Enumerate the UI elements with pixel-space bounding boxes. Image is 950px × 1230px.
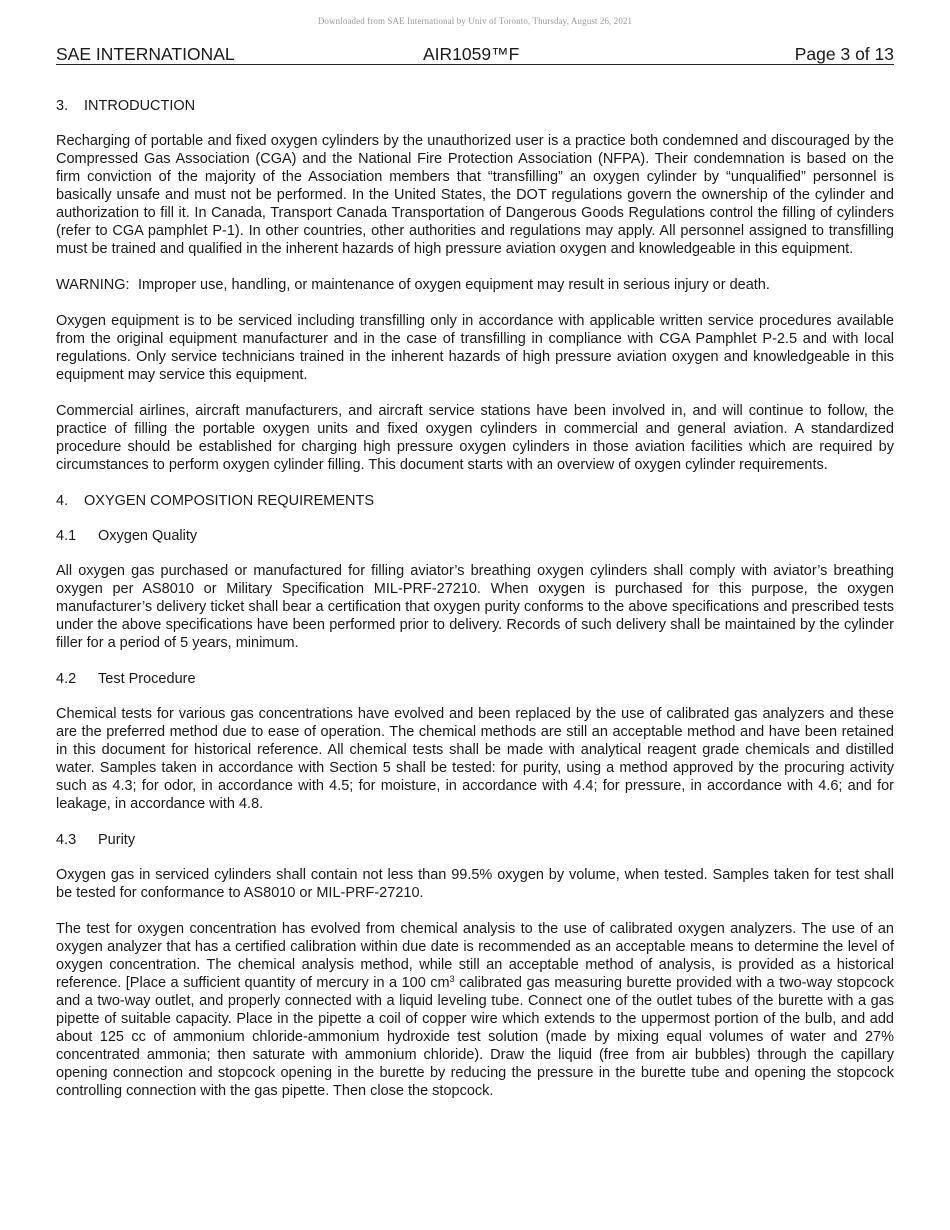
intro-paragraph-3: Commercial airlines, aircraft manufacturers, and aircraft service stations have been involved in, and will continue to follow, the practice of filling the portable oxygen units and fixed oxygen cylinders in commercial and general aviation. A standardized procedure should be established for charging high pressure oxygen cylinders in those aviation facilities which are required by circumstances to perform oxygen cylinder filling. This document starts with an overview of oxygen cylinder requirements. — [56, 403, 894, 473]
section-number: 3. — [56, 98, 69, 114]
section-4-heading — [56, 492, 894, 510]
page-header — [56, 44, 894, 65]
intro-paragraph-1: Recharging of portable and fixed oxygen cylinders by the unauthorized user is a practice both condemned and discouraged by the Compressed Gas Association (CGA) and the National Fire Protection Association (NFPA). Their condemnation is based on the firm conviction of the majority of the Association members that “transfilling” an oxygen cylinder by “unqualified” personnel is basically unsafe and must not be performed. In the United States, the DOT regulations govern the ownership of the cylinder and authorization to fill it. In Canada, Transport Canada Transportation of Dangerous Goods Regulations control the filling of cylinders (refer to CGA pamphlet P-1). In other countries, other authorities and regulations may apply. All personnel assigned to transfilling must be trained and qualified in the inherent hazards of high pressure aviation oxygen and knowledgeable in this equipment. — [56, 133, 894, 257]
section-title: INTRODUCTION — [84, 98, 196, 114]
header-page-number: Page 3 of 13 — [794, 44, 894, 64]
oxygen-quality-paragraph: All oxygen gas purchased or manufactured for filling aviator’s breathing oxygen cylinders shall comply with aviator’s breathing oxygen per AS8010 or Military Specification MIL-PRF-27210. When oxygen is purchased for this purpose, the oxygen manufacturer’s delivery ticket shall bear a certification that oxygen purity conforms to the above specifications and prescribed tests under the above specifications have been performed prior to delivery. Records of such delivery shall be maintained by the cylinder filler for a period of 5 years, minimum. — [56, 563, 894, 651]
section-3-heading — [56, 97, 894, 115]
document-body — [56, 97, 894, 1118]
section-4-2-heading — [56, 670, 894, 688]
purity-text-part-1: The test for oxygen concentration has evolved from chemical analysis to the use of calibrated oxygen analyzers. The use of an oxygen analyzer that has a certified calibration within due date is recommended as an acceptable means to determine the level of oxygen concentration. The chemical analysis method, while still an acceptable method of analysis, is provided as a historical reference. [Place a sufficient quantity of mercury in a 100 cm — [56, 921, 894, 991]
cubic-superscript: 3 — [449, 974, 455, 984]
section-title: Purity — [98, 832, 136, 848]
download-notice: Downloaded from SAE International by Univ of Toronto, Thursday, August 26, 2021 — [317, 16, 633, 26]
warning-text: Improper use, handling, or maintenance of oxygen equipment may result in serious injury or death. — [138, 277, 770, 293]
section-number: 4. — [56, 493, 69, 509]
section-number: 4.1 — [56, 528, 77, 544]
warning-label: WARNING: — [56, 277, 130, 293]
warning-paragraph — [56, 276, 894, 294]
intro-paragraph-2: Oxygen equipment is to be serviced including transfilling only in accordance with applicable written service procedures available from the original equipment manufacturer and in the case of transfilling in compliance with CGA Pamphlet P-2.5 and with local regulations. Only service technicians trained in the inherent hazards of high pressure aviation oxygen and knowledgeable in this equipment may service this equipment. — [56, 313, 894, 383]
purity-paragraph-2 — [56, 920, 894, 1100]
section-number: 4.3 — [56, 832, 77, 848]
header-organization: SAE INTERNATIONAL — [56, 44, 235, 64]
section-4-1-heading — [56, 527, 894, 545]
section-title: Test Procedure — [98, 671, 196, 687]
section-title: OXYGEN COMPOSITION REQUIREMENTS — [84, 493, 375, 509]
section-title: Oxygen Quality — [98, 528, 198, 544]
purity-text-part-2: calibrated gas measuring burette provided with a two-way stopcock and a two-way outlet, and properly connected with a liquid leveling tube. Connect one of the outlet tubes of the burette with a gas pipette of suitable capacity. Place in the pipette a coil of copper wire which extends to the uppermost portion of the bulb, and add about 125 cc of ammonium chloride-ammonium hydroxide test solution (made by mixing equal volumes of water and 27% concentrated ammonia; then saturate with ammonium chloride). Draw the liquid (free from air bubbles) through the capillary opening connection and stopcock opening in the burette by reducing the pressure in the burette tube and opening the stopcock controlling connection with the gas pipette. Then close the stopcock. — [56, 975, 894, 1099]
test-procedure-paragraph: Chemical tests for various gas concentrations have evolved and been replaced by the use of calibrated gas analyzers and these are the preferred method due to ease of operation. The chemical methods are still an acceptable method and have been retained in this document for historical reference. All chemical tests shall be made with analytical reagent grade chemicals and distilled water. Samples taken in accordance with Section 5 shall be tested: for purity, using a method approved by the procuring activity such as 4.3; for odor, in accordance with 4.5; for moisture, in accordance with 4.4; for pressure, in accordance with 4.6; and for leakage, in accordance with 4.8. — [56, 706, 894, 812]
header-document-number: AIR1059™F — [423, 44, 520, 64]
section-number: 4.2 — [56, 671, 77, 687]
section-4-3-heading — [56, 831, 894, 849]
purity-paragraph-1: Oxygen gas in serviced cylinders shall contain not less than 99.5% oxygen by volume, when tested. Samples taken for test shall be tested for conformance to AS8010 or MIL-PRF-27210. — [56, 867, 894, 901]
